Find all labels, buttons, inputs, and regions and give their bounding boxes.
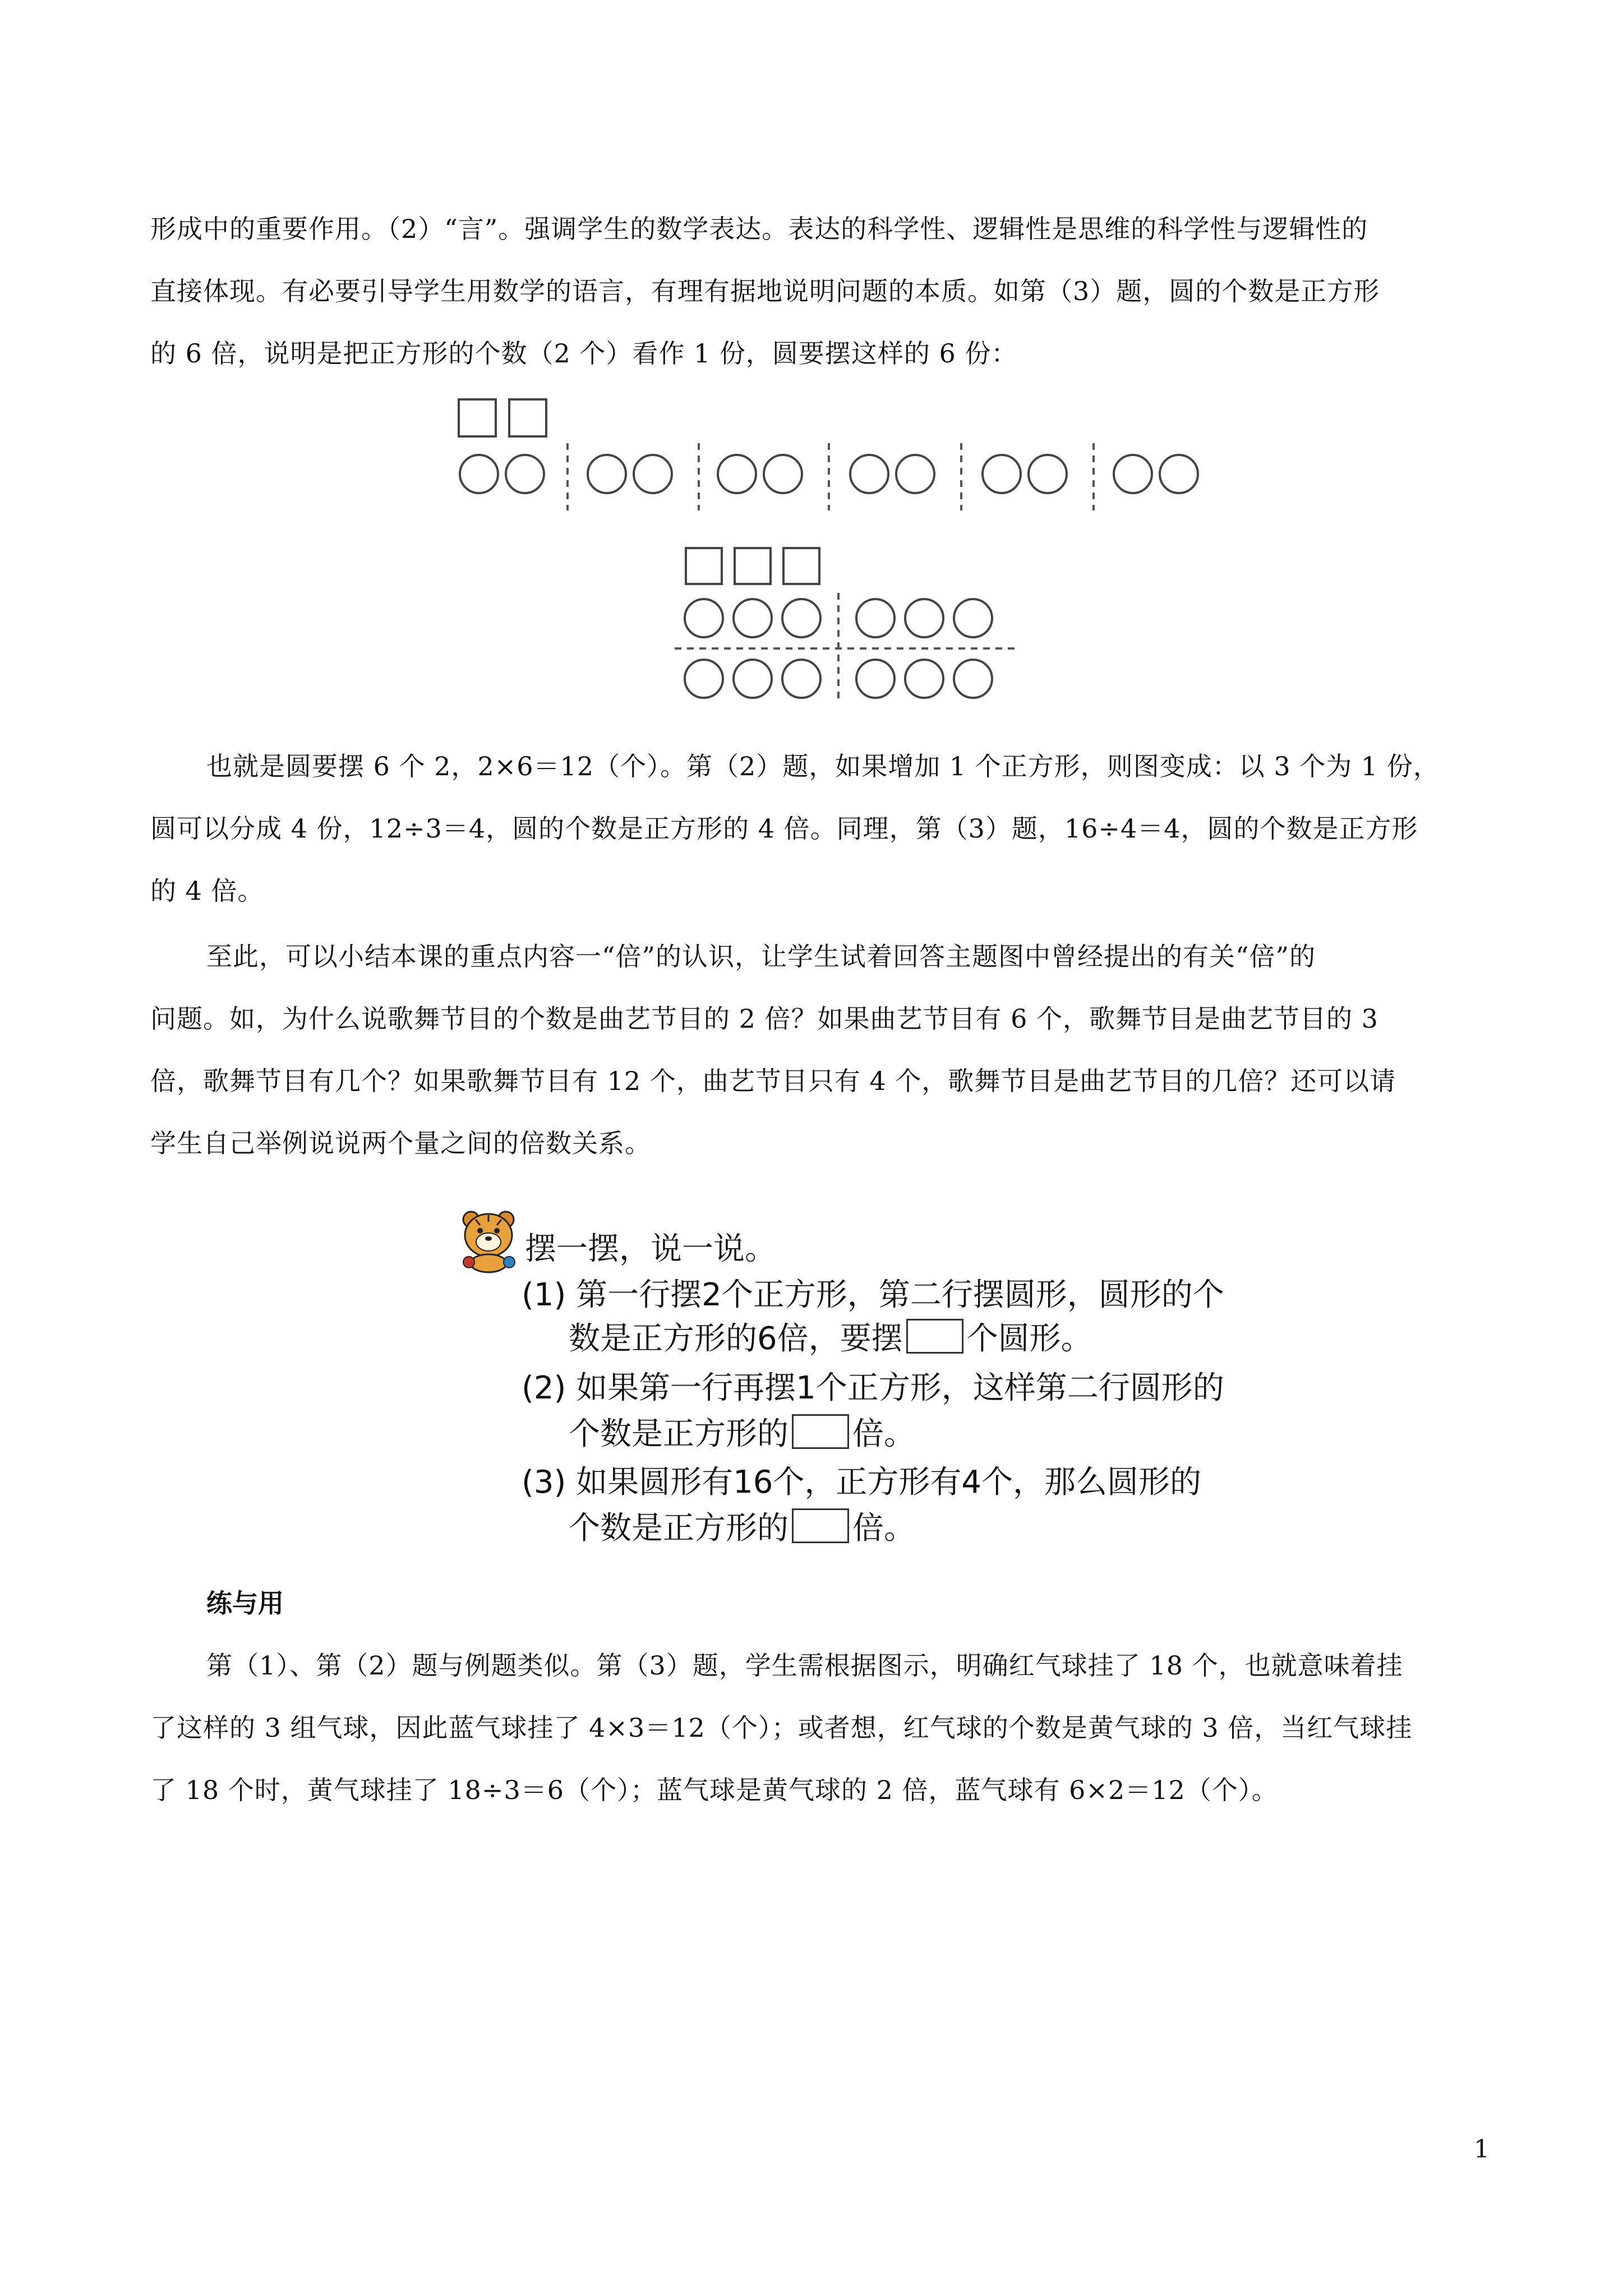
paragraph-line: 了这样的 3 组气球，因此蓝气球挂了 4×3＝12（个）；或者想，红气球的个数是黄气球的 3 倍，当红气球挂 xyxy=(150,1713,1413,1743)
circle-shape xyxy=(764,455,802,493)
paragraph-3 xyxy=(150,926,1487,1175)
paragraph-2 xyxy=(150,735,1487,922)
circle-shape xyxy=(588,455,626,493)
paragraph-line: 形成中的重要作用。（2）“言”。强调学生的数学表达。表达的科学性、逻辑性是思维的科学性与逻辑性的 xyxy=(150,214,1368,244)
paragraph-line: 也就是圆要摆 6 个 2，2×6＝12（个）。第（2）题，如果增加 1 个正方形，则图变成：以 3 个为 1 份， xyxy=(206,751,1440,781)
circle-shape xyxy=(905,599,943,637)
paragraph-4 xyxy=(150,1635,1487,1821)
tiger-mascot-icon xyxy=(459,1207,520,1273)
circle-shape xyxy=(905,660,943,698)
paragraph-line: 倍，歌舞节目有几个？如果歌舞节目有 12 个，曲艺节目只有 4 个，歌舞节目是曲艺节目的几倍？还可以请 xyxy=(150,1066,1396,1096)
paragraph-line: 了 18 个时，黄气球挂了 18÷3＝6（个）；蓝气球是黄气球的 2 倍，蓝气球有 6×2＝12（个）。 xyxy=(150,1775,1278,1805)
paragraph-line: 圆可以分成 4 份，12÷3＝4，圆的个数是正方形的 4 倍。同理，第（3）题，16÷4＝4，圆的个数是正方形 xyxy=(150,813,1418,844)
circle-shape xyxy=(1114,455,1152,493)
circle-shape xyxy=(983,455,1021,493)
paragraph-line: 的 6 倍，说明是把正方形的个数（2 个）看作 1 份，圆要摆这样的 6 份： xyxy=(150,338,1018,369)
paragraph-line: 第（1）、第（2）题与例题类似。第（3）题，学生需根据图示，明确红气球挂了 18 个，也就意味着挂 xyxy=(206,1650,1403,1681)
circle-shape xyxy=(856,599,895,637)
exercise-q1-line2: 数是正方形的6倍，要摆 个圆形。 xyxy=(569,1314,1092,1359)
paragraph-1 xyxy=(150,198,1487,385)
circle-shape xyxy=(1029,455,1067,493)
circle-shape xyxy=(954,599,992,637)
square-shape xyxy=(459,399,496,436)
figure-three-squares-twelve-circles xyxy=(670,541,1029,710)
square-shape xyxy=(735,548,771,584)
exercise-title: 摆一摆，说一说。 xyxy=(525,1231,776,1267)
square-shape xyxy=(783,548,819,584)
circle-shape xyxy=(954,660,992,698)
circle-shape xyxy=(850,455,888,493)
circle-shape xyxy=(734,660,772,698)
page-number: 1 xyxy=(1474,2135,1490,2164)
square-shape xyxy=(686,548,722,584)
exercise-q3-line1: (3) 如果圆形有16个，正方形有4个，那么圆形的 xyxy=(522,1464,1202,1501)
answer-blank xyxy=(792,1414,849,1449)
exercise-q2-line2: 个数是正方形的 倍。 xyxy=(569,1409,915,1454)
answer-blank xyxy=(906,1319,963,1354)
paragraph-line: 的 4 倍。 xyxy=(150,876,264,906)
square-shape xyxy=(509,399,546,436)
paragraph-line: 学生自己举例说说两个量之间的倍数关系。 xyxy=(150,1128,651,1158)
paragraph-line: 至此，可以小结本课的重点内容一“倍”的认识，让学生试着回答主题图中曾经提出的有关“倍”的 xyxy=(206,941,1316,972)
circle-shape xyxy=(634,455,672,493)
exercise-q2-line1: (2) 如果第一行再摆1个正方形，这样第二行圆形的 xyxy=(522,1370,1224,1406)
circle-shape xyxy=(685,660,723,698)
paragraph-line: 直接体现。有必要引导学生用数学的语言，有理有据地说明问题的本质。如第（3）题，圆的个数是正方形 xyxy=(150,276,1380,306)
circle-shape xyxy=(506,455,544,493)
answer-blank xyxy=(792,1508,849,1543)
figure-two-squares-twelve-circles xyxy=(449,393,1234,516)
circle-shape xyxy=(782,599,820,637)
circle-shape xyxy=(734,599,772,637)
circle-shape xyxy=(896,455,934,493)
paragraph-line: 问题。如，为什么说歌舞节目的个数是曲艺节目的 2 倍？如果曲艺节目有 6 个，歌舞节目是曲艺节目的 3 xyxy=(150,1004,1378,1034)
exercise-q1-line1: (1) 第一行摆2个正方形，第二行摆圆形，圆形的个 xyxy=(522,1277,1224,1313)
circle-shape xyxy=(856,660,895,698)
circle-shape xyxy=(460,455,498,493)
circle-shape xyxy=(782,660,820,698)
section-heading: 练与用 xyxy=(206,1588,284,1618)
exercise-q3-line2: 个数是正方形的 倍。 xyxy=(569,1503,915,1548)
circle-shape xyxy=(718,455,756,493)
textbook-exercise xyxy=(459,1207,1244,1547)
circle-shape xyxy=(685,599,723,637)
circle-shape xyxy=(1160,455,1198,493)
